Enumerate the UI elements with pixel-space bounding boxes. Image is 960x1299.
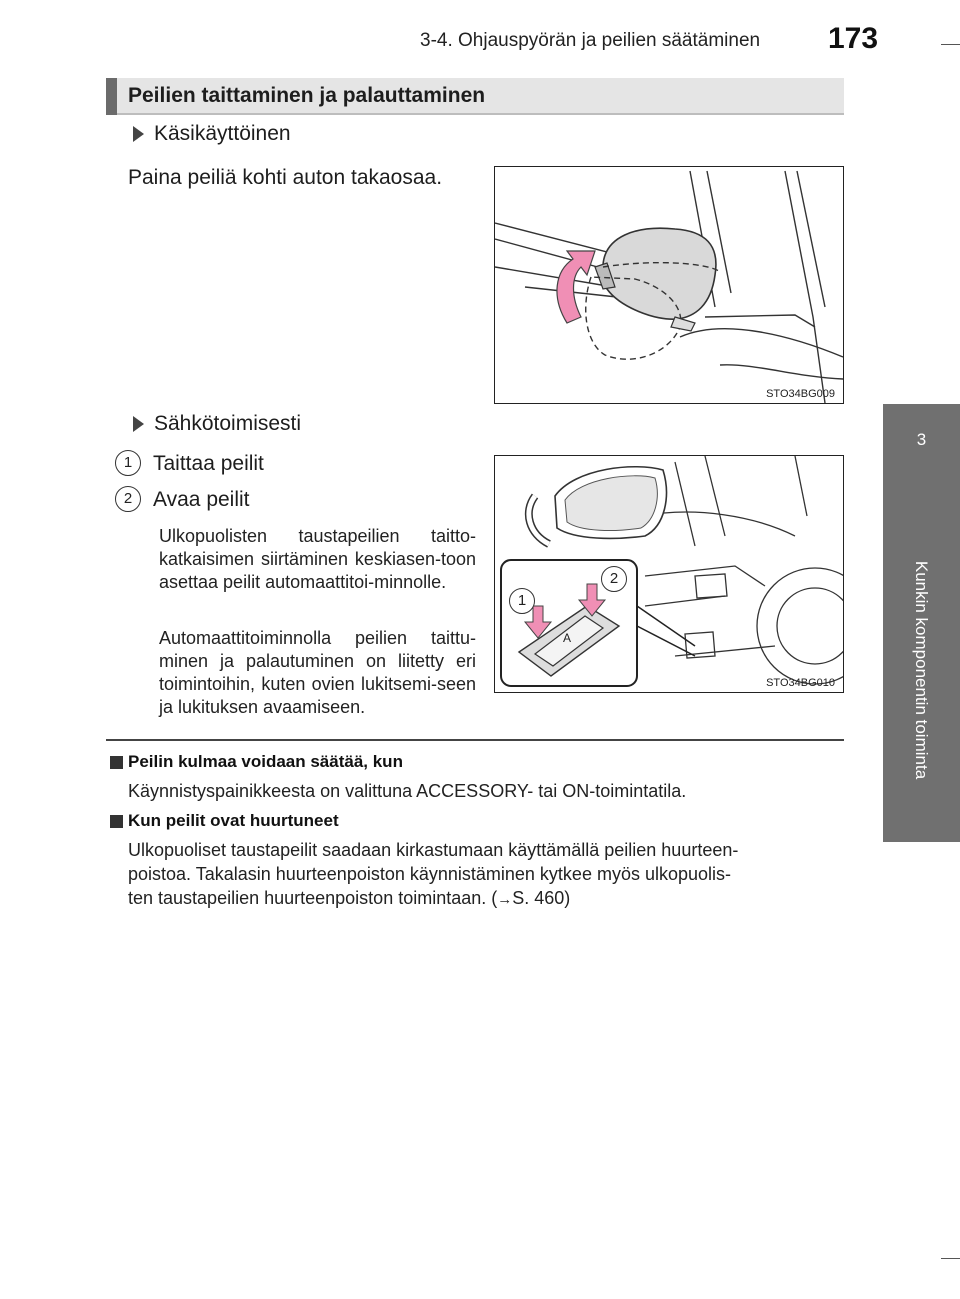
side-tab-number: 3 xyxy=(916,430,927,449)
section-header xyxy=(106,78,844,115)
section-title: Peilien taittaminen ja palauttaminen xyxy=(128,84,486,107)
item-text: Taittaa peilit xyxy=(153,452,264,475)
note-body-line: poistoa. Takalasin huurteenpoiston käynnistäminen kytkee myös ulkopuolis- xyxy=(128,864,732,884)
triangle-bullet-icon xyxy=(133,416,144,432)
electric-heading: Sähkötoimisesti xyxy=(154,412,302,435)
dashboard-switch-illustration xyxy=(495,456,843,692)
page-reference-arrow-icon: → xyxy=(497,891,513,908)
figure-code: STO34BG009 xyxy=(766,388,835,400)
auto-function-paragraph: Automaattitoiminnolla peilien taittu-minen ja palautuminen on liitetty eri toimintoihin, kuten ovien lukitsemi-seen ja lukituksen avaamiseen. xyxy=(159,628,476,717)
section-accent xyxy=(106,78,117,115)
manual-instruction: Paina peiliä kohti auton takaosaa. xyxy=(128,166,443,189)
item-number-badge: 1 xyxy=(115,450,141,476)
section-divider xyxy=(106,739,844,741)
note-heading: Peilin kulmaa voidaan säätää, kun xyxy=(128,752,403,771)
page-number: 173 xyxy=(828,22,879,55)
note-body-text: ten taustapeilien huurteenpoiston toimintaan. ( xyxy=(128,888,498,908)
crop-mark xyxy=(941,44,960,45)
square-bullet-icon xyxy=(110,815,123,828)
item-number-badge: 2 xyxy=(115,486,141,512)
chapter-title: 3-4. Ohjauspyörän ja peilien säätäminen xyxy=(420,30,761,51)
note-body-line: Ulkopuoliset taustapeilit saadaan kirkastumaan käyttämällä peilien huurteen- xyxy=(128,840,739,860)
chapter-side-tab xyxy=(883,404,960,842)
manual-heading: Käsikäyttöinen xyxy=(154,122,291,145)
page-reference-link[interactable]: S. 460) xyxy=(512,888,571,908)
switch-letter-a: A xyxy=(563,631,572,645)
item-text: Avaa peilit xyxy=(153,488,250,511)
auto-mode-paragraph: Ulkopuolisten taustapeilien taitto-katkaisimen siirtäminen keskiasen-toon asettaa peilit automaattitoi-minnolle. xyxy=(159,526,476,592)
figure-callout-1: 1 xyxy=(509,588,535,614)
mirror-fold-illustration xyxy=(495,167,843,403)
figure-code: STO34BG010 xyxy=(766,677,835,689)
note-body-line xyxy=(128,887,570,911)
square-bullet-icon xyxy=(110,756,123,769)
figure-mirror-switch xyxy=(494,455,844,693)
note-body: Käynnistyspainikkeesta on valittuna ACCESSORY- tai ON-toimintatila. xyxy=(128,781,687,801)
figure-mirror-manual xyxy=(494,166,844,404)
note-heading: Kun peilit ovat huurtuneet xyxy=(128,811,339,830)
side-tab-label: Kunkin komponentin toiminta xyxy=(912,560,931,780)
triangle-bullet-icon xyxy=(133,126,144,142)
figure-callout-2: 2 xyxy=(601,566,627,592)
crop-mark xyxy=(941,1258,960,1259)
